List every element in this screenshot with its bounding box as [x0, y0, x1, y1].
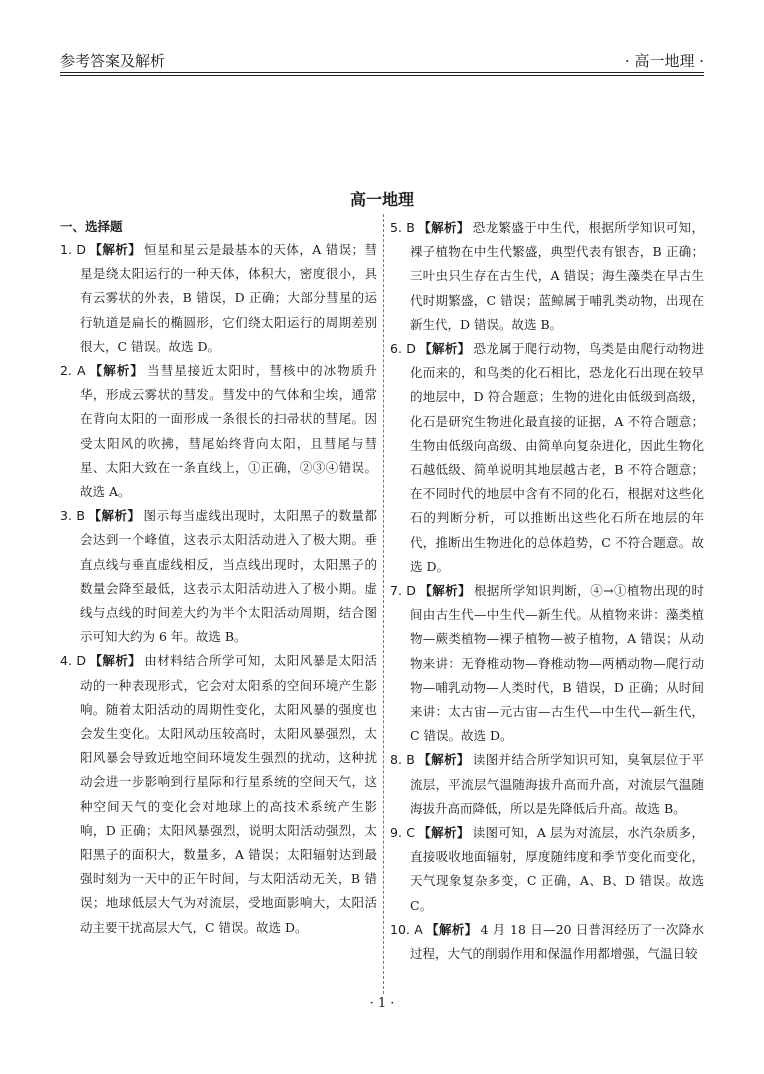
header-left-title: 参考答案及解析	[60, 52, 166, 70]
right-column	[390, 216, 704, 966]
answer-text: 根据所学知识判断，④→①植物出现的时间由古生代—中生代—新生代。从植物来讲：藻类植物—蕨类植物—裸子植物—被子植物，A 错误；从动物来讲：无脊椎动物—脊椎动物—两栖动物—爬行动物—哺乳动物—人类时代，B 错误，D 正确；从时间来讲：太古宙—元古宙—古生代—中生代—新生代，C 错误。故选 D。	[410, 583, 704, 744]
answer-text: 恐龙繁盛于中生代，根据所学知识可知，裸子植物在中生代繁盛，典型代表有银杏，B 正确；三叶虫只生存在古生代，A 错误；海生藻类在早古生代时期繁盛，C 错误；蓝鲸属于哺乳类动物，出现在新生代，D 错误。故选 B。	[410, 220, 704, 332]
answer-text: 由材料结合所学可知，太阳风暴是太阳活动的一种表现形式，它会对太阳系的空间环境产生影响。随着太阳活动的周期性变化，太阳风暴的强度也会发生变化。太阳风动压较高时，太阳风暴强烈，太阳风暴会导致近地空间环境发生强烈的扰动，这种扰动会进一步影响到行星际和行星系统的空间天气，这种空间天气的变化会对地球上的高技术系统产生影响，D 正确；太阳风暴强烈，说明太阳活动强烈，太阳黑子的面积大，数量多，A 错误；太阳辐射达到最强时刻为一天中的正午时间，与太阳活动无关，B 错误；地球低层大气为对流层，受地面影响大，太阳活动主要干扰高层大气，C 错误。故选 D。	[80, 653, 377, 935]
analysis-tag: 【解析】	[88, 242, 142, 257]
answer-text: 4 月 18 日—20 日普洱经历了一次降水过程，大气的削弱作用和保温作用都增强，气温日较	[410, 921, 704, 962]
answer-number: 3. B	[60, 508, 85, 524]
left-column	[60, 216, 377, 940]
answer-item-1	[60, 238, 377, 359]
analysis-tag: 【解析】	[417, 220, 470, 235]
analysis-tag: 【解析】	[88, 653, 142, 669]
answer-item-7	[390, 579, 704, 748]
answer-item-8	[390, 748, 704, 821]
answer-text: 读图并结合所学知识可知，臭氧层位于平流层，平流层气温随海拔升高而升高，对流层气温随海拔升高而降低，所以是先降低后升高。故选 B。	[410, 752, 704, 816]
header-right-subject: · 高一地理 ·	[624, 52, 704, 70]
analysis-tag: 【解析】	[418, 341, 471, 357]
answer-item-9	[390, 821, 704, 918]
analysis-tag: 【解析】	[425, 921, 478, 937]
answer-number: 8. B	[390, 752, 415, 768]
answer-number: 5. B	[390, 220, 415, 235]
analysis-tag: 【解析】	[87, 508, 141, 524]
column-divider	[383, 214, 384, 994]
answer-item-5	[390, 216, 704, 337]
answer-text: 读图可知，A 层为对流层，水汽杂质多，直接吸收地面辐射，厚度随纬度和季节变化而变化，天气现象复杂多变，C 正确，A、B、D 错误。故选 C。	[410, 825, 704, 913]
answer-number: 6. D	[390, 341, 416, 357]
answer-number: 2. A	[60, 363, 86, 379]
analysis-tag: 【解析】	[417, 825, 470, 841]
answer-number: 9. C	[390, 825, 415, 841]
header-rule-thin	[60, 75, 704, 76]
answer-item-6	[390, 337, 704, 579]
analysis-tag: 【解析】	[418, 583, 471, 599]
answer-item-2	[60, 359, 377, 504]
page-title: 高一地理	[349, 190, 414, 209]
page-header	[60, 48, 704, 72]
answer-item-10	[390, 918, 704, 966]
answer-number: 7. D	[390, 583, 416, 599]
analysis-tag: 【解析】	[88, 363, 145, 379]
answer-number: 4. D	[60, 653, 86, 669]
answer-number: 10. A	[390, 921, 423, 937]
answer-text: 恒星和星云是最基本的天体，A 错误；彗星是绕太阳运行的一种天体，体积大，密度很小，具有云雾状的外表，B 错误，D 正确；大部分彗星的运行轨道是扁长的椭圆形，它们绕太阳运行的周期差别很大，C 错误。故选 D。	[80, 242, 377, 354]
answer-text: 恐龙属于爬行动物，鸟类是由爬行动物进化而来的，和鸟类的化石相比，恐龙化石出现在较早的地层中，D 符合题意；生物的进化由低级到高级，化石是研究生物进化最直接的证据，A 不符合题意；生物由低级向高级、由简单向复杂进化，因此生物化石越低级、简单说明其地层越古老，B 不符合题意；在不同时代的地层中含有不同的化石，根据对这些化石的判断分析，可以推断出这些化石所在地层的年代，推断出生物进化的总体趋势，C 不符合题意。故选 D。	[410, 341, 704, 574]
header-rule-thick	[60, 72, 704, 73]
answer-item-3	[60, 504, 377, 649]
answer-text: 当彗星接近太阳时，彗核中的冰物质升华，形成云雾状的彗发。彗发中的气体和尘埃，通常在背向太阳的一面形成一条很长的扫帚状的彗尾。因受太阳风的吹拂，彗尾始终背向太阳，且彗尾与彗星、太阳大致在一条直线上，①正确，②③④错误。故选 A。	[80, 363, 377, 500]
answer-item-4	[60, 649, 377, 939]
answer-text: 图示每当虚线出现时，太阳黑子的数量都会达到一个峰值，这表示太阳活动进入了极大期。垂直点线与垂直虚线相反，当点线出现时，太阳黑子的数量会降至最低，这表示太阳活动进入了极小期。虚线与点线的时间差大约为半个太阳活动周期，结合图示可知大约为 6 年。故选 B。	[80, 508, 377, 645]
analysis-tag: 【解析】	[417, 752, 470, 768]
section-heading: 一、选择题	[60, 219, 123, 234]
answer-number: 1. D	[60, 242, 86, 257]
page-number: · 1 ·	[369, 996, 395, 1011]
